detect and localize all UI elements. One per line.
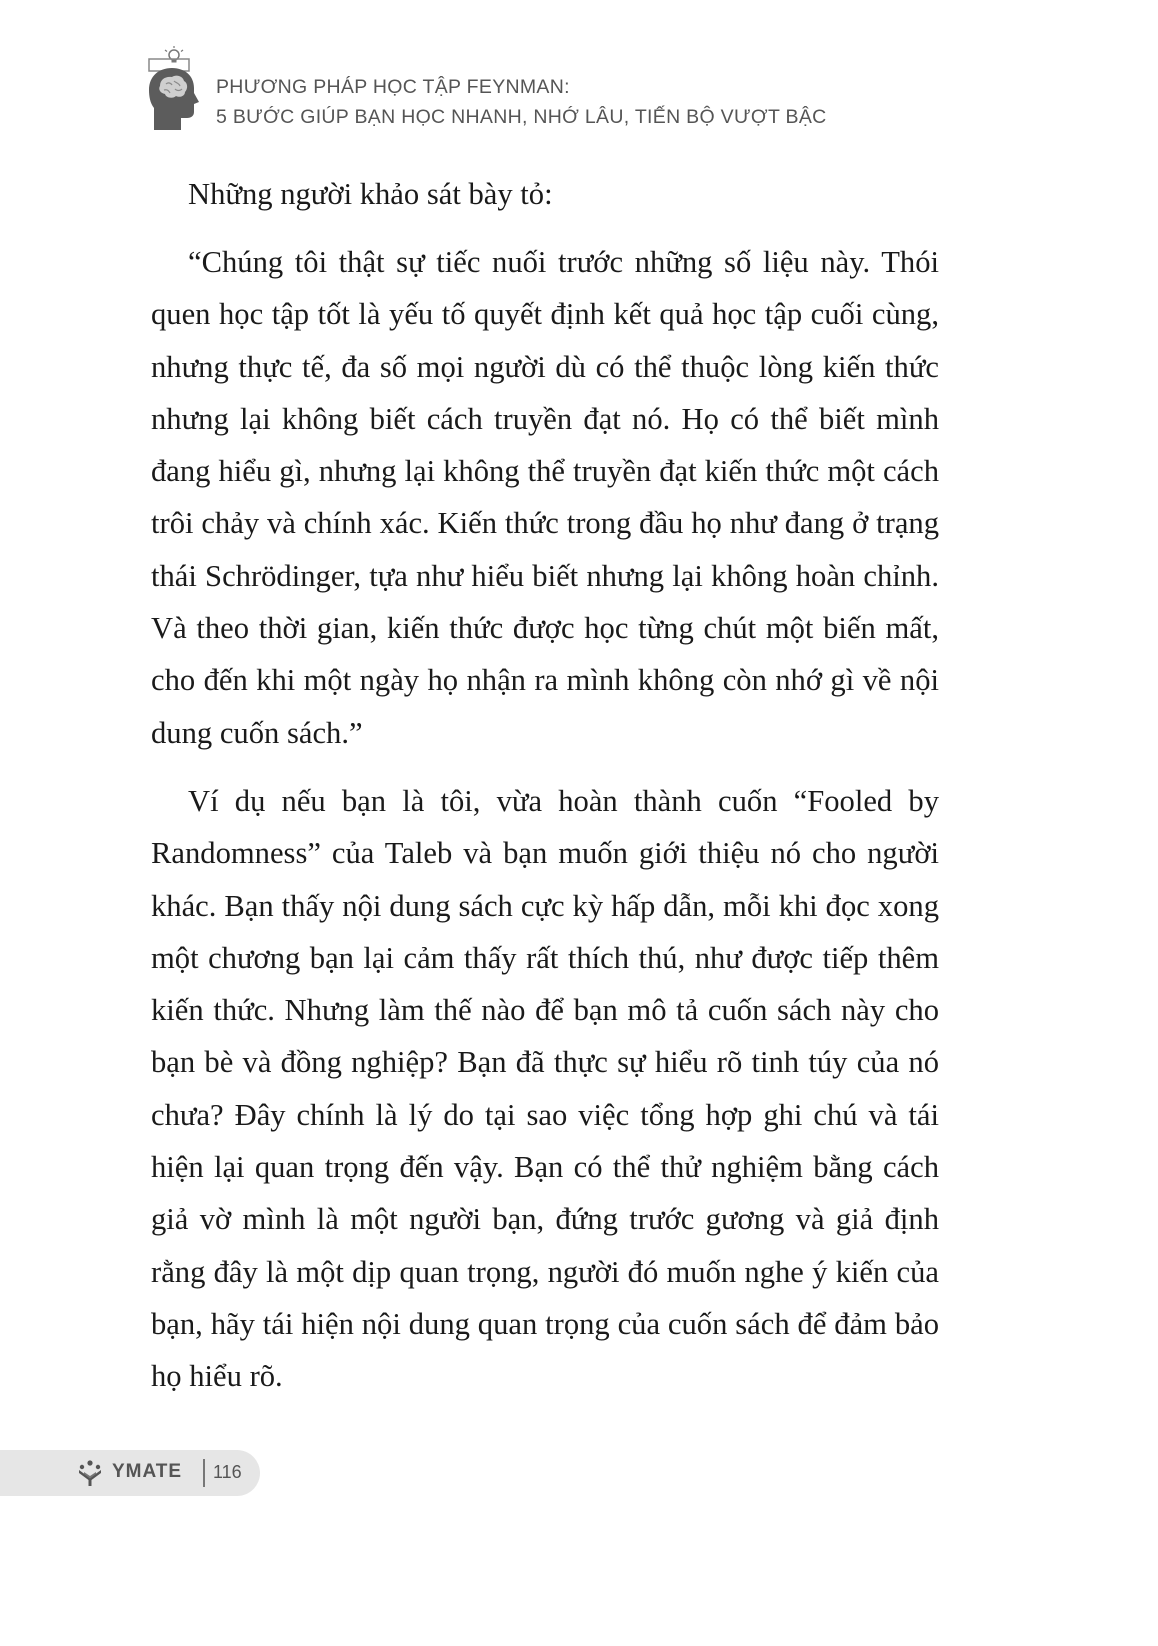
ymate-logo-icon	[76, 1459, 104, 1487]
running-header-line-1: PHƯƠNG PHÁP HỌC TẬP FEYNMAN:	[216, 76, 570, 98]
running-header-title	[216, 72, 827, 132]
head-with-brain-lightbulb-icon	[148, 46, 200, 136]
paragraph-2-quote: “Chúng tôi thật sự tiếc nuối trước những số liệu này. Thói quen học tập tốt là yếu tố quyết định kết quả học tập cuối cùng, nhưng thực tế, đa số mọi người dù có thể thuộc lòng kiến thức nhưng lại không biết cách truyền đạt nó. Họ có thể biết mình đang hiểu gì, nhưng lại không thể truyền đạt kiến thức một cách trôi chảy và chính xác. Kiến thức trong đầu họ như đang ở trạng thái Schrödinger, tựa như hiểu biết nhưng lại không hoàn chỉnh. Và theo thời gian, kiến thức được học từng chút một biến mất, cho đến khi một ngày họ nhận ra mình không còn nhớ gì về nội dung cuốn sách.”	[151, 245, 939, 750]
page-number: 116	[213, 1462, 242, 1482]
paragraph-1: Những người khảo sát bày tỏ:	[188, 177, 553, 211]
paragraph-3: Ví dụ nếu bạn là tôi, vừa hoàn thành cuốn “Fooled by Randomness” của Taleb và bạn muốn giới thiệu nó cho người khác. Bạn thấy nội dung sách cực kỳ hấp dẫn, mỗi khi đọc xong một chương bạn lại cảm thấy rất thích thú, như được tiếp thêm kiến thức. Nhưng làm thế nào để bạn mô tả cuốn sách này cho bạn bè và đồng nghiệp? Bạn đã thực sự hiểu rõ tinh túy của nó chưa? Đây chính là lý do tại sao việc tổng hợp ghi chú và tái hiện lại quan trọng đến vậy. Bạn có thể thử nghiệm bằng cách giả vờ mình là một người bạn, đứng trước gương và giả định rằng đây là một dịp quan trọng, người đó muốn nghe ý kiến của bạn, hãy tái hiện nội dung quan trọng của cuốn sách để đảm bảo họ hiểu rõ.	[151, 783, 939, 1394]
running-header-line-2: 5 BƯỚC GIÚP BẠN HỌC NHANH, NHỚ LÂU, TIẾN BỘ VƯỢT BẬC	[216, 106, 827, 128]
footer-divider	[203, 1459, 205, 1487]
body-text	[151, 168, 939, 1403]
page-footer	[0, 1450, 260, 1496]
running-header	[148, 46, 868, 138]
footer-brand: YMATE	[112, 1461, 183, 1482]
